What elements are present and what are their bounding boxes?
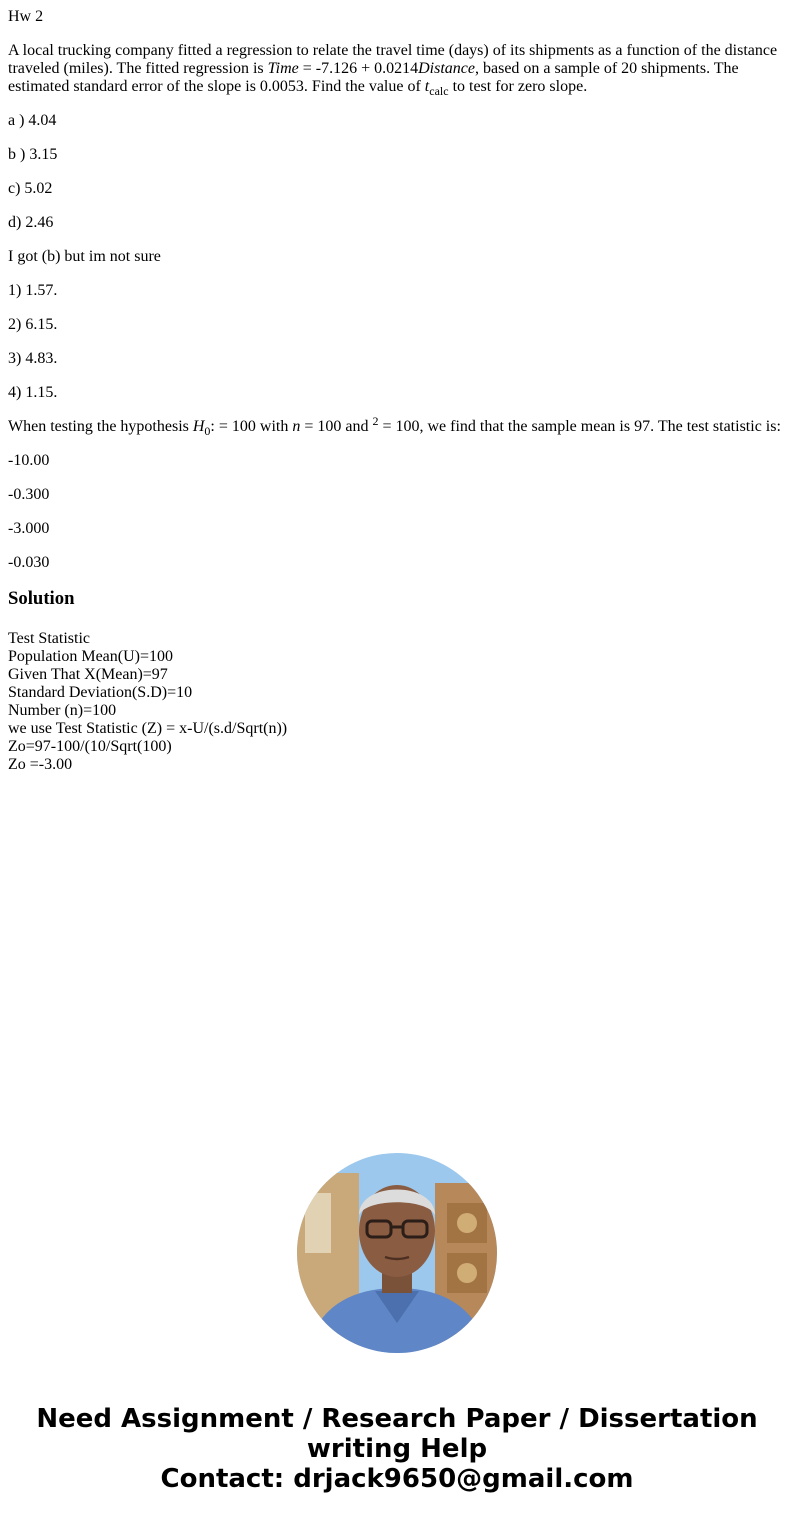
q1-text-d: to test for zero slope.: [448, 78, 588, 95]
q1-text-a: A local trucking company fitted a regression to relate the travel time (days) of its shipments as a function of the distance traveled (miles). The fitted regression is: [8, 42, 778, 77]
answer-option-4: -0.030: [8, 554, 50, 571]
answer-option-3: -3.000: [8, 520, 50, 537]
answer-option-1: -10.00: [8, 452, 50, 469]
option-c: c) 5.02: [8, 180, 53, 197]
option-a: a ) 4.04: [8, 112, 57, 129]
student-note: I got (b) but im not sure: [8, 248, 161, 265]
n-variable: n: [292, 418, 301, 435]
answer-option-2: -0.300: [8, 486, 50, 503]
t-subscript: calc: [429, 84, 449, 98]
solution-line: Test Statistic: [8, 630, 90, 647]
sigma-superscript: 2: [372, 414, 379, 428]
list-item-3: 3) 4.83.: [8, 350, 58, 367]
solution-heading: Solution: [8, 588, 75, 609]
promo-contact: Contact: drjack9650@gmail.com: [160, 1464, 634, 1494]
t-variable: t: [424, 78, 430, 95]
option-b: b ) 3.15: [8, 146, 58, 163]
solution-body: [8, 630, 786, 774]
question-1-text: [8, 42, 786, 96]
promo-line-2: writing Help: [306, 1434, 488, 1464]
doc-title: Hw 2: [8, 8, 44, 25]
solution-line: Population Mean(U)=100: [8, 648, 173, 665]
q3-text-a: When testing the hypothesis: [8, 418, 193, 435]
solution-line: Zo=97-100/(10/Sqrt(100): [8, 738, 172, 755]
promo-line-1: Need Assignment / Research Paper / Dissertation: [36, 1404, 758, 1434]
solution-line: Number (n)=100: [8, 702, 117, 719]
option-d: d) 2.46: [8, 214, 54, 231]
h-variable: H: [192, 418, 205, 435]
solution-line: we use Test Statistic (Z) = x-U/(s.d/Sqrt(n)): [8, 720, 288, 737]
avatar: [297, 1153, 497, 1353]
solution-line: Standard Deviation(S.D)=10: [8, 684, 193, 701]
solution-line: Given That X(Mean)=97: [8, 666, 168, 683]
solution-line: Zo =-3.00: [8, 756, 73, 773]
promo-banner: [0, 1404, 794, 1494]
time-variable: Time: [267, 60, 299, 77]
h-subscript: 0: [204, 424, 211, 438]
list-item-2: 2) 6.15.: [8, 316, 58, 333]
q1-text-c: , based on a sample of 20 shipments. The estimated standard error of the slope is 0.0053. Find the value of: [8, 60, 739, 95]
q3-text-d: = 100, we find that the sample mean is 97. The test statistic is:: [378, 418, 781, 435]
q1-text-b: = -7.126 + 0.0214: [298, 60, 419, 77]
distance-variable: Distance: [418, 60, 475, 77]
list-item-1: 1) 1.57.: [8, 282, 58, 299]
question-3-text: [8, 414, 786, 438]
avatar-portrait-image: [297, 1153, 497, 1353]
q3-text-b: : = 100 with: [210, 418, 293, 435]
q3-text-c: = 100 and: [300, 418, 373, 435]
list-item-4: 4) 1.15.: [8, 384, 58, 401]
